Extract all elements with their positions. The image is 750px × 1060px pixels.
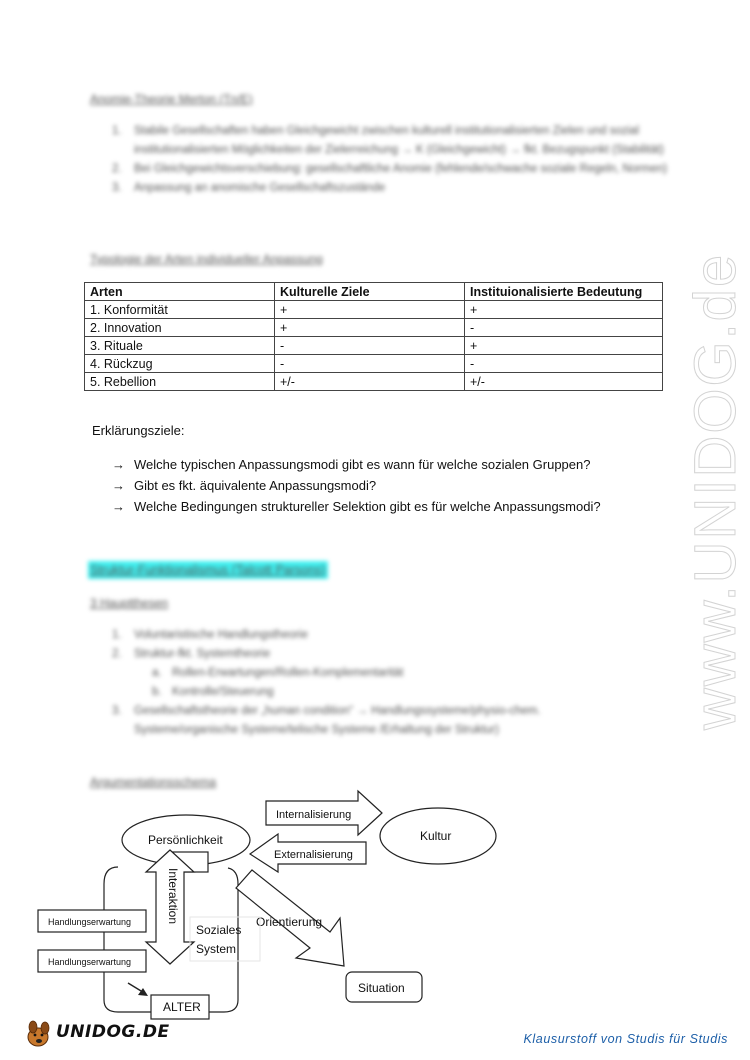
table-header-row — [85, 283, 663, 301]
persoenlichkeit-label: Persönlichkeit — [148, 833, 223, 847]
internalisierung-label: Internalisierung — [276, 809, 352, 821]
table-row — [85, 319, 663, 337]
table-cell: 5. Rebellion — [85, 373, 275, 391]
list-item: 2. Struktur-fkt. Systemtheorie — [112, 648, 271, 660]
table-cell: - — [465, 319, 663, 337]
list-item: → Welche Bedingungen struktureller Selektion gibt es für welche Anpassungsmodi? — [112, 496, 601, 517]
table-cell: +/- — [275, 373, 465, 391]
list-item: 3. Anpassung an anomische Gesellschaftszustände — [112, 182, 386, 194]
table-cell: 3. Rituale — [85, 337, 275, 355]
kultur-label: Kultur — [420, 829, 452, 843]
handlungserwartung-label-2: Handlungserwartung — [48, 957, 132, 967]
alter-label: ALTER — [163, 1000, 201, 1014]
table-cell: - — [275, 337, 465, 355]
watermark: www.UNIDOG.de — [683, 252, 748, 730]
footer-text: Klausurstoff von Studis für Studis — [523, 1032, 728, 1046]
list-item: → Welche typischen Anpassungsmodi gibt es wann für welche sozialen Gruppen? — [112, 454, 601, 475]
list-item: 3. Gesellschaftstheorie der „human condition“ → Handlungssysteme/physio-chem. Systeme/organische Systeme/telische Systeme /Erhaltung der Struktur) — [112, 705, 541, 736]
column-header: Arten — [85, 283, 275, 301]
table-cell: 2. Innovation — [85, 319, 275, 337]
list-item: a. Rollen-Erwartungen/Rollen-Komplementarität — [152, 667, 404, 679]
list-item: 1. Voluntaristische Handlungstheorie — [112, 629, 308, 641]
table-cell: 4. Rückzug — [85, 355, 275, 373]
logo-text: UNIDOG.DE — [56, 1022, 170, 1042]
arrow-right-icon: → — [112, 478, 125, 493]
alter-arrow-head — [138, 988, 148, 996]
table-cell: - — [275, 355, 465, 373]
soziales-label: Soziales — [196, 923, 242, 937]
table-row — [85, 373, 663, 391]
erklaerungsziele-title: Erklärungsziele: — [92, 423, 185, 438]
arrow-right-icon: → — [112, 499, 125, 514]
column-header: Kulturelle Ziele — [275, 283, 465, 301]
table-row — [85, 355, 663, 373]
blurred-subheading: Typologie der Arten individueller Anpassung — [90, 252, 323, 266]
table-cell: + — [275, 319, 465, 337]
table-cell: + — [465, 301, 663, 319]
section-title: Struktur-Funktionalismus (Talcott Parsons) — [90, 563, 326, 577]
handlungserwartung-label-1: Handlungserwartung — [48, 917, 132, 927]
situation-label: Situation — [358, 981, 405, 995]
list-item: → Gibt es fkt. äquivalente Anpassungsmodi? — [112, 475, 601, 496]
table-cell: 1. Konformität — [85, 301, 275, 319]
column-header: Instituionalisierte Bedeutung — [465, 283, 663, 301]
orientierung-label: Orientierung — [256, 915, 323, 929]
interaktion-label: Interaktion — [166, 868, 180, 925]
table-cell: + — [275, 301, 465, 319]
table-cell: +/- — [465, 373, 663, 391]
erklaerungsziele-list — [112, 454, 601, 517]
table-row — [85, 301, 663, 319]
arrow-right-icon: → — [112, 457, 125, 472]
blurred-heading: Anomie-Theorie Merton (Tn/E) — [90, 92, 253, 106]
hauptthesen-list — [112, 626, 632, 740]
list-item: 1. Stabile Gesellschaften haben Gleichgewicht zwischen kulturell institutionalisierten Zielen und sozial institutionalisierten Möglichkeiten der Zielerreichung → K (Gleichgewicht) → fkt. Bezugspunkt (Stabilität) — [112, 125, 664, 156]
dog-icon — [28, 1021, 49, 1046]
externalisierung-label: Externalisierung — [274, 849, 353, 861]
argumentationsschema-title: Argumentationsschema — [90, 775, 217, 789]
system-label: System — [196, 942, 237, 956]
blurred-list — [112, 122, 672, 198]
table-cell: + — [465, 337, 663, 355]
argument-diagram — [0, 780, 750, 1020]
section-subtitle: 3 Hauptthesen — [90, 596, 169, 610]
typology-table — [84, 282, 663, 391]
list-item: 2. Bei Gleichgewichtsverschiebung: gesellschaftliche Anomie (fehlende/schwache soziale Regeln, Normen) — [112, 163, 668, 175]
table-row — [85, 337, 663, 355]
table-cell: - — [465, 355, 663, 373]
list-item: b. Kontrolle/Steuerung — [152, 686, 274, 698]
